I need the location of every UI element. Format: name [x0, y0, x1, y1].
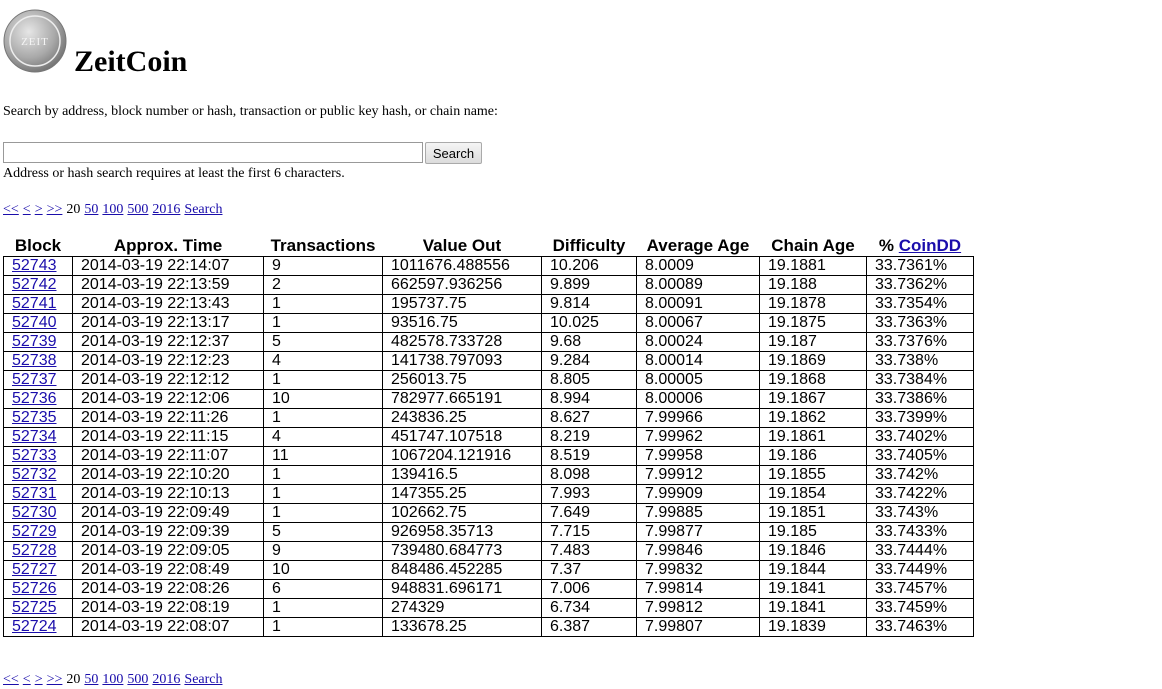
cell-chain-age: 19.188	[760, 276, 867, 295]
pager-search-link[interactable]: Search	[184, 672, 223, 687]
cell-difficulty: 9.284	[542, 352, 637, 371]
table-row	[4, 352, 974, 371]
cell-value-out: 102662.75	[383, 504, 542, 523]
cell-value-out: 139416.5	[383, 466, 542, 485]
cell-transactions: 1	[264, 599, 383, 618]
cell-block	[4, 599, 73, 618]
cell-transactions: 1	[264, 466, 383, 485]
cell-time: 2014-03-19 22:14:07	[73, 257, 264, 276]
cell-value-out: 243836.25	[383, 409, 542, 428]
cell-difficulty: 8.219	[542, 428, 637, 447]
cell-transactions: 4	[264, 352, 383, 371]
site-title: ZeitCoin	[74, 45, 188, 78]
cell-chain-age: 19.187	[760, 333, 867, 352]
cell-value-out: 782977.665191	[383, 390, 542, 409]
table-row	[4, 276, 974, 295]
cell-block	[4, 390, 73, 409]
cell-coindd: 33.742%	[867, 466, 974, 485]
cell-chain-age: 19.1875	[760, 314, 867, 333]
cell-coindd: 33.7463%	[867, 618, 974, 637]
header-coindd	[867, 236, 974, 257]
cell-coindd: 33.7399%	[867, 409, 974, 428]
cell-time: 2014-03-19 22:08:19	[73, 599, 264, 618]
cell-average-age: 8.00089	[637, 276, 760, 295]
cell-time: 2014-03-19 22:12:06	[73, 390, 264, 409]
cell-chain-age: 19.1841	[760, 580, 867, 599]
block-link[interactable]: 52740	[12, 314, 57, 331]
table-header-row	[4, 236, 974, 257]
block-link[interactable]: 52725	[12, 599, 57, 616]
cell-chain-age: 19.1881	[760, 257, 867, 276]
cell-difficulty: 6.387	[542, 618, 637, 637]
cell-value-out: 141738.797093	[383, 352, 542, 371]
block-link[interactable]: 52742	[12, 276, 57, 293]
pager-last-link[interactable]: >>	[46, 202, 63, 217]
table-row	[4, 542, 974, 561]
cell-value-out: 1011676.488556	[383, 257, 542, 276]
block-link[interactable]: 52729	[12, 523, 57, 540]
cell-time: 2014-03-19 22:13:17	[73, 314, 264, 333]
cell-transactions: 4	[264, 428, 383, 447]
cell-chain-age: 19.1844	[760, 561, 867, 580]
cell-time: 2014-03-19 22:13:43	[73, 295, 264, 314]
cell-coindd: 33.7386%	[867, 390, 974, 409]
cell-time: 2014-03-19 22:10:13	[73, 485, 264, 504]
table-row	[4, 295, 974, 314]
block-link[interactable]: 52739	[12, 333, 57, 350]
table-row	[4, 447, 974, 466]
zeitcoin-logo	[3, 9, 67, 73]
search-input[interactable]	[3, 142, 423, 163]
table-row	[4, 333, 974, 352]
cell-difficulty: 10.025	[542, 314, 637, 333]
header-chain-age: Chain Age	[771, 236, 855, 255]
cell-coindd: 33.7354%	[867, 295, 974, 314]
cell-time: 2014-03-19 22:09:39	[73, 523, 264, 542]
cell-coindd: 33.7384%	[867, 371, 974, 390]
cell-chain-age: 19.185	[760, 523, 867, 542]
cell-time: 2014-03-19 22:12:23	[73, 352, 264, 371]
cell-average-age: 7.99877	[637, 523, 760, 542]
cell-average-age: 7.99912	[637, 466, 760, 485]
cell-chain-age: 19.1854	[760, 485, 867, 504]
block-link[interactable]: 52732	[12, 466, 57, 483]
cell-chain-age: 19.1851	[760, 504, 867, 523]
logo-text: ZEIT	[21, 36, 49, 48]
cell-chain-age: 19.1868	[760, 371, 867, 390]
pager-prev-link[interactable]: <	[22, 672, 31, 687]
search-prompt: Search by address, block number or hash, transaction or public key hash, or chain name:	[3, 104, 498, 119]
cell-value-out: 195737.75	[383, 295, 542, 314]
cell-value-out: 662597.936256	[383, 276, 542, 295]
cell-average-age: 8.0009	[637, 257, 760, 276]
cell-value-out: 948831.696171	[383, 580, 542, 599]
block-link[interactable]: 52734	[12, 428, 57, 445]
table-row	[4, 428, 974, 447]
cell-average-age: 8.00091	[637, 295, 760, 314]
cell-chain-age: 19.1855	[760, 466, 867, 485]
cell-difficulty: 8.994	[542, 390, 637, 409]
cell-time: 2014-03-19 22:09:05	[73, 542, 264, 561]
cell-difficulty: 7.006	[542, 580, 637, 599]
cell-transactions: 9	[264, 257, 383, 276]
block-link[interactable]: 52733	[12, 447, 57, 464]
table-row	[4, 523, 974, 542]
cell-difficulty: 9.814	[542, 295, 637, 314]
table-row	[4, 390, 974, 409]
cell-difficulty: 7.37	[542, 561, 637, 580]
cell-chain-age: 19.1869	[760, 352, 867, 371]
pager-top	[3, 202, 227, 218]
cell-value-out: 926958.35713	[383, 523, 542, 542]
cell-time: 2014-03-19 22:12:12	[73, 371, 264, 390]
cell-average-age: 8.00014	[637, 352, 760, 371]
cell-coindd: 33.7457%	[867, 580, 974, 599]
cell-transactions: 1	[264, 371, 383, 390]
cell-coindd: 33.7362%	[867, 276, 974, 295]
cell-block	[4, 371, 73, 390]
cell-transactions: 9	[264, 542, 383, 561]
search-note: Address or hash search requires at least the first 6 characters.	[3, 166, 345, 181]
cell-transactions: 10	[264, 561, 383, 580]
cell-average-age: 8.00024	[637, 333, 760, 352]
cell-average-age: 8.00067	[637, 314, 760, 333]
cell-coindd: 33.7433%	[867, 523, 974, 542]
pager-size-2016-link[interactable]: 2016	[152, 672, 181, 687]
cell-time: 2014-03-19 22:11:15	[73, 428, 264, 447]
cell-value-out: 739480.684773	[383, 542, 542, 561]
cell-block	[4, 409, 73, 428]
cell-block	[4, 542, 73, 561]
cell-block	[4, 580, 73, 599]
cell-block	[4, 295, 73, 314]
cell-block	[4, 618, 73, 637]
pager-size-100-link[interactable]: 100	[102, 202, 124, 217]
header-transactions: Transactions	[270, 236, 376, 255]
cell-chain-age: 19.1861	[760, 428, 867, 447]
cell-coindd: 33.7405%	[867, 447, 974, 466]
block-link[interactable]: 52726	[12, 580, 57, 597]
pager-current-size: 20	[66, 202, 81, 217]
block-link[interactable]: 52730	[12, 504, 57, 521]
cell-time: 2014-03-19 22:08:49	[73, 561, 264, 580]
cell-average-age: 7.99807	[637, 618, 760, 637]
table-body	[4, 257, 974, 637]
cell-time: 2014-03-19 22:08:07	[73, 618, 264, 637]
cell-coindd: 33.743%	[867, 504, 974, 523]
pager-last-link[interactable]: >>	[46, 672, 63, 687]
cell-chain-age: 19.1841	[760, 599, 867, 618]
table-row	[4, 599, 974, 618]
cell-transactions: 1	[264, 409, 383, 428]
cell-coindd: 33.7363%	[867, 314, 974, 333]
cell-average-age: 7.99812	[637, 599, 760, 618]
table-row	[4, 618, 974, 637]
table-row	[4, 466, 974, 485]
pager-next-link[interactable]: >	[34, 672, 43, 687]
cell-difficulty: 9.68	[542, 333, 637, 352]
cell-time: 2014-03-19 22:09:49	[73, 504, 264, 523]
cell-time: 2014-03-19 22:12:37	[73, 333, 264, 352]
cell-coindd: 33.7449%	[867, 561, 974, 580]
cell-block	[4, 352, 73, 371]
cell-difficulty: 8.519	[542, 447, 637, 466]
cell-block	[4, 523, 73, 542]
table-row	[4, 371, 974, 390]
cell-coindd: 33.7444%	[867, 542, 974, 561]
cell-block	[4, 561, 73, 580]
cell-value-out: 848486.452285	[383, 561, 542, 580]
cell-average-age: 7.99832	[637, 561, 760, 580]
cell-average-age: 7.99909	[637, 485, 760, 504]
cell-time: 2014-03-19 22:11:07	[73, 447, 264, 466]
header-approx-time: Approx. Time	[113, 236, 223, 255]
header-coindd-prefix: %	[878, 236, 895, 255]
cell-difficulty: 8.098	[542, 466, 637, 485]
table-row	[4, 257, 974, 276]
block-link[interactable]: 52731	[12, 485, 57, 502]
header-difficulty: Difficulty	[552, 236, 626, 255]
cell-value-out: 93516.75	[383, 314, 542, 333]
pager-size-500-link[interactable]: 500	[127, 202, 149, 217]
block-link[interactable]: 52727	[12, 561, 57, 578]
cell-block	[4, 276, 73, 295]
pager-current-size: 20	[66, 672, 81, 687]
cell-time: 2014-03-19 22:08:26	[73, 580, 264, 599]
table-row	[4, 504, 974, 523]
block-link[interactable]: 52724	[12, 618, 57, 635]
cell-transactions: 10	[264, 390, 383, 409]
block-link[interactable]: 52728	[12, 542, 57, 559]
block-link[interactable]: 52743	[12, 257, 57, 274]
cell-chain-age: 19.1839	[760, 618, 867, 637]
cell-block	[4, 314, 73, 333]
header-block: Block	[14, 236, 62, 255]
cell-average-age: 8.00006	[637, 390, 760, 409]
cell-chain-age: 19.1862	[760, 409, 867, 428]
cell-average-age: 7.99958	[637, 447, 760, 466]
pager-search-link[interactable]: Search	[184, 202, 223, 217]
cell-difficulty: 10.206	[542, 257, 637, 276]
cell-difficulty: 9.899	[542, 276, 637, 295]
pager-size-500-link[interactable]: 500	[127, 672, 149, 687]
pager-bottom	[3, 672, 227, 688]
cell-difficulty: 7.993	[542, 485, 637, 504]
cell-difficulty: 8.805	[542, 371, 637, 390]
cell-average-age: 7.99966	[637, 409, 760, 428]
pager-size-50-link[interactable]: 50	[84, 672, 99, 687]
cell-coindd: 33.738%	[867, 352, 974, 371]
cell-chain-age: 19.1867	[760, 390, 867, 409]
cell-block	[4, 333, 73, 352]
coindd-link[interactable]: CoinDD	[898, 236, 962, 255]
blocks-table	[3, 236, 974, 637]
cell-difficulty: 7.649	[542, 504, 637, 523]
cell-time: 2014-03-19 22:10:20	[73, 466, 264, 485]
cell-value-out: 256013.75	[383, 371, 542, 390]
cell-block	[4, 504, 73, 523]
block-link[interactable]: 52737	[12, 371, 57, 388]
cell-time: 2014-03-19 22:13:59	[73, 276, 264, 295]
block-link[interactable]: 52738	[12, 352, 57, 369]
cell-block	[4, 257, 73, 276]
cell-transactions: 5	[264, 333, 383, 352]
cell-average-age: 7.99814	[637, 580, 760, 599]
cell-value-out: 133678.25	[383, 618, 542, 637]
block-link[interactable]: 52741	[12, 295, 57, 312]
table-row	[4, 485, 974, 504]
cell-value-out: 1067204.121916	[383, 447, 542, 466]
cell-chain-age: 19.1878	[760, 295, 867, 314]
pager-first-link[interactable]: <<	[3, 672, 19, 687]
cell-average-age: 8.00005	[637, 371, 760, 390]
pager-next-link[interactable]: >	[34, 202, 43, 217]
table-row	[4, 561, 974, 580]
cell-transactions: 1	[264, 618, 383, 637]
table-row	[4, 580, 974, 599]
cell-time: 2014-03-19 22:11:26	[73, 409, 264, 428]
cell-difficulty: 7.715	[542, 523, 637, 542]
cell-average-age: 7.99962	[637, 428, 760, 447]
cell-value-out: 274329	[383, 599, 542, 618]
table-row	[4, 409, 974, 428]
block-link[interactable]: 52736	[12, 390, 57, 407]
cell-difficulty: 8.627	[542, 409, 637, 428]
cell-block	[4, 466, 73, 485]
cell-transactions: 1	[264, 504, 383, 523]
cell-average-age: 7.99846	[637, 542, 760, 561]
cell-transactions: 1	[264, 485, 383, 504]
pager-size-50-link[interactable]: 50	[84, 202, 99, 217]
cell-coindd: 33.7361%	[867, 257, 974, 276]
pager-prev-link[interactable]: <	[22, 202, 31, 217]
cell-chain-age: 19.186	[760, 447, 867, 466]
cell-transactions: 1	[264, 295, 383, 314]
header-value-out: Value Out	[422, 236, 502, 255]
pager-first-link[interactable]: <<	[3, 202, 19, 217]
cell-coindd: 33.7459%	[867, 599, 974, 618]
cell-transactions: 11	[264, 447, 383, 466]
cell-value-out: 451747.107518	[383, 428, 542, 447]
pager-size-100-link[interactable]: 100	[102, 672, 124, 687]
cell-value-out: 147355.25	[383, 485, 542, 504]
cell-average-age: 7.99885	[637, 504, 760, 523]
block-link[interactable]: 52735	[12, 409, 57, 426]
cell-transactions: 5	[264, 523, 383, 542]
cell-value-out: 482578.733728	[383, 333, 542, 352]
cell-coindd: 33.7402%	[867, 428, 974, 447]
cell-transactions: 2	[264, 276, 383, 295]
cell-block	[4, 485, 73, 504]
header-average-age: Average Age	[646, 236, 750, 255]
cell-transactions: 6	[264, 580, 383, 599]
table-row	[4, 314, 974, 333]
search-button[interactable]: Search	[425, 142, 482, 164]
pager-size-2016-link[interactable]: 2016	[152, 202, 181, 217]
cell-difficulty: 7.483	[542, 542, 637, 561]
cell-chain-age: 19.1846	[760, 542, 867, 561]
cell-difficulty: 6.734	[542, 599, 637, 618]
cell-block	[4, 447, 73, 466]
cell-transactions: 1	[264, 314, 383, 333]
cell-coindd: 33.7376%	[867, 333, 974, 352]
cell-coindd: 33.7422%	[867, 485, 974, 504]
cell-block	[4, 428, 73, 447]
